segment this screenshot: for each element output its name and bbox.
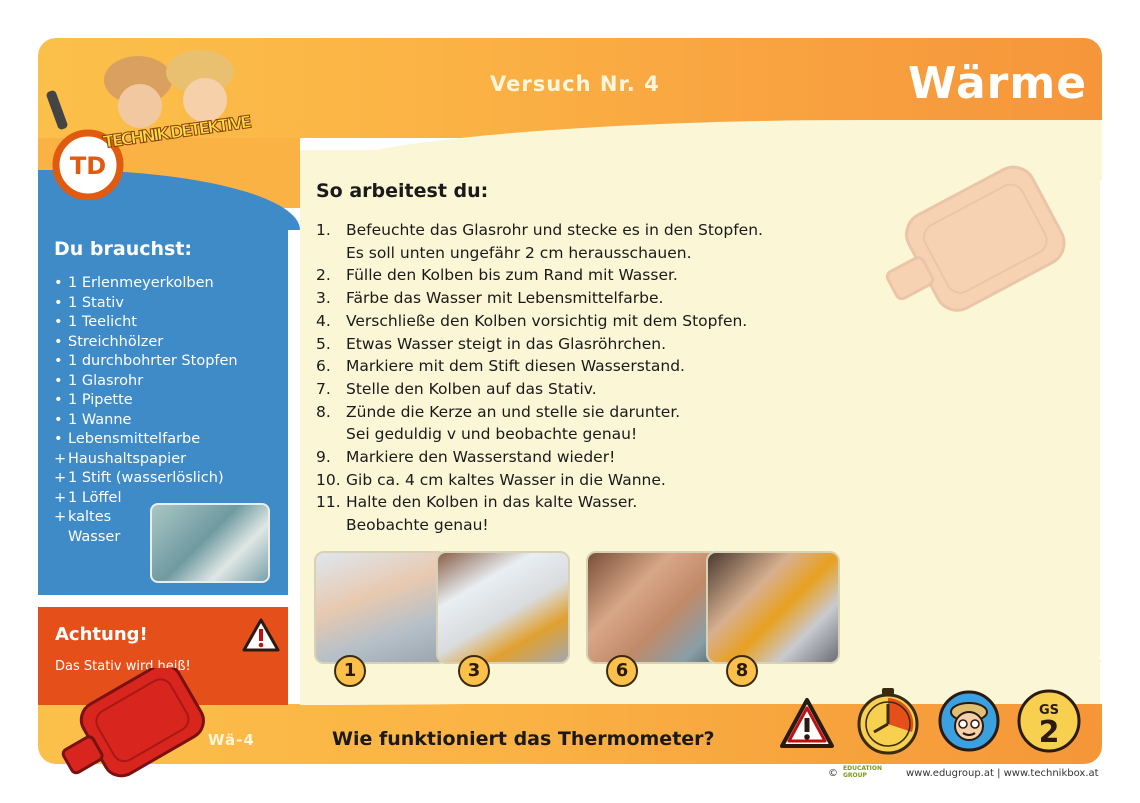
experiment-number: Versuch Nr. 4 [490,72,660,96]
warning-triangle-icon [778,696,836,752]
list-item: 7. Stelle den Kolben auf das Stativ. [316,379,597,398]
stopwatch-icon [848,684,928,756]
instructions-list [316,219,763,537]
topic-title: Wärme [908,58,1088,109]
list-item: • 1 Glasrohr [54,372,144,389]
step-photo-1 [314,551,448,664]
list-item: 2. Fülle den Kolben bis zum Rand mit Wasser. [316,266,678,285]
warning-text: Das Stativ wird heiß! [55,659,191,674]
level-number: 2 [1038,715,1060,750]
logo-initials: TD [69,152,107,180]
step-photo-8 [706,551,840,664]
hot-water-bottle-icon [55,668,210,788]
hot-water-bottle-icon [880,165,1080,335]
step-photo-6 [586,551,720,664]
list-item: • Streichhölzer [54,333,164,350]
level-label: GS [1038,703,1060,718]
step-badge: 3 [458,655,490,687]
warning-title: Achtung! [55,624,148,645]
warning-triangle-icon [242,617,280,653]
list-item: 10. Gib ca. 4 cm kaltes Wasser in die Wanne. [316,470,666,489]
instructions-title: So arbeitest du: [316,180,489,202]
list-item: 1. Befeuchte das Glasrohr und stecke es in den Stopfen. Es soll unten ungefähr 2 cm herausschauen. [316,221,763,262]
education-group-logo: EDUCATION GROUP [843,765,882,779]
list-item: 6. Markiere mit dem Stift diesen Wasserstand. [316,357,685,376]
list-item: 3. Färbe das Wasser mit Lebensmittelfarbe. [316,289,664,308]
list-item: Wasser [68,528,121,545]
step-badge: 6 [606,655,638,687]
footer-question: Wie funktioniert das Thermometer? [332,728,715,750]
worksheet-code: Wä-4 [208,731,255,749]
list-item: • 1 Stativ [54,294,124,311]
list-item: • 1 Wanne [54,411,132,428]
step-badge: 1 [334,655,366,687]
list-item: 4. Verschließe den Kolben vorsichtig mit dem Stopfen. [316,311,748,330]
step-badge: 8 [726,655,758,687]
list-item: + 1 Stift (wasserlöslich) [54,470,224,486]
list-item: 5. Etwas Wasser steigt in das Glasröhrchen. [316,334,666,353]
step-photo-3 [436,551,570,664]
materials-title: Du brauchst: [54,238,193,260]
list-item: 8. Zünde die Kerze an und stelle sie darunter. Sei geduldig v und beobachte genau! [316,402,681,444]
detective-face-icon [934,690,1004,752]
list-item: + 1 Löffel [54,489,122,506]
level-badge-icon [1014,688,1084,754]
materials-photo [150,503,270,583]
list-item: + kaltes [54,509,112,525]
logo-text: TECHNIK DETEKTIVE [101,112,254,153]
list-item: • 1 durchbohrter Stopfen [54,353,238,369]
list-item: • 1 Pipette [54,392,133,408]
list-item: • Lebensmittelfarbe [54,431,201,447]
footer-links[interactable]: www.edugroup.at | www.technikbox.at [906,768,1099,779]
list-item: + Haushaltspapier [54,450,187,467]
list-item: • 1 Teelicht [54,314,137,330]
list-item: • 1 Erlenmeyerkolben [54,275,214,291]
list-item: 11. Halte den Kolben in das kalte Wasser. Beobachte genau! [316,493,638,535]
copyright-symbol: © [828,768,838,779]
technik-detektive-logo [40,20,260,200]
list-item: 9. Markiere den Wasserstand wieder! [316,448,616,467]
